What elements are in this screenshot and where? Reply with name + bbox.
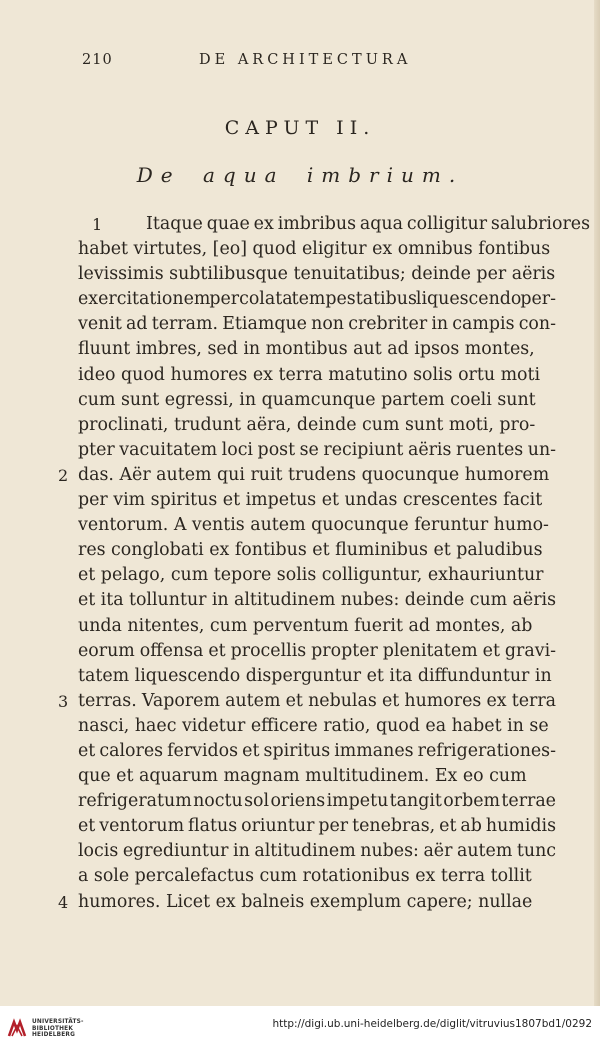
text-line bbox=[78, 363, 556, 388]
text-line-content: levissimis subtilibusque tenuitatibus; deinde per aëris bbox=[78, 264, 556, 285]
text-line bbox=[78, 488, 556, 513]
margin-number: 2 bbox=[58, 465, 69, 485]
text-line bbox=[58, 463, 556, 488]
text-line-content: terras. Vaporem autem et nebulas et humores ex terra bbox=[78, 690, 557, 711]
running-title: DE ARCHITECTURA bbox=[199, 52, 412, 68]
text-line-content: refrigeratum noctu sol oriens impetu tangit orbem terrae bbox=[78, 791, 556, 812]
text-line-content: nasci, haec videtur efficere ratio, quod ea habet in se bbox=[78, 715, 549, 736]
text-line bbox=[78, 664, 556, 689]
chapter-subtitle: De aqua imbrium. bbox=[136, 163, 464, 187]
footer-bar bbox=[0, 1006, 600, 1051]
margin-number: 4 bbox=[58, 892, 69, 912]
text-line-content: unda nitentes, cum perventum fuerit ad montes, ab bbox=[78, 615, 533, 636]
margin-number: 1 bbox=[92, 215, 103, 234]
text-line-content: habet virtutes, [eo] quod eligitur ex omnibus fontibus bbox=[78, 239, 551, 260]
library-logo[interactable] bbox=[6, 1018, 84, 1040]
text-line bbox=[78, 789, 556, 814]
text-line bbox=[78, 764, 556, 789]
text-line-content: locis egrediuntur in altitudinem nubes: aër autem tunc bbox=[78, 841, 556, 862]
library-name-line: UNIVERSITÄTS- bbox=[32, 1019, 84, 1026]
library-name-line: HEIDELBERG bbox=[32, 1032, 76, 1039]
text-line bbox=[78, 438, 556, 463]
chapter-title: CAPUT II. bbox=[224, 117, 376, 139]
text-line-content: ideo quod humores ex terra matutino solis ortu moti bbox=[78, 364, 541, 385]
text-line-content: humores. Licet ex balneis exemplum capere; nullae bbox=[78, 891, 533, 912]
text-line bbox=[78, 212, 590, 237]
text-line bbox=[78, 639, 556, 664]
page-header bbox=[0, 52, 600, 72]
text-line-content: exercitationem percolata tempestatibus liquescendo per- bbox=[78, 289, 556, 310]
text-line-content: et calores fervidos et spiritus immanes refrigerationes- bbox=[78, 740, 556, 761]
text-line bbox=[78, 588, 556, 613]
text-line-content: pter vacuitatem loci post se recipiunt aëris ruentes un- bbox=[78, 439, 556, 460]
text-line-content: fluunt imbres, sed in montibus aut ad ipsos montes, bbox=[78, 339, 535, 360]
text-line bbox=[78, 413, 556, 438]
text-line bbox=[58, 890, 556, 915]
library-name bbox=[32, 1019, 84, 1039]
text-line-content: que et aquarum magnam multitudinem. Ex eo cum bbox=[78, 766, 527, 787]
text-line bbox=[78, 388, 556, 413]
text-line bbox=[78, 538, 556, 563]
text-line bbox=[78, 262, 556, 287]
text-line bbox=[78, 864, 556, 889]
text-line bbox=[78, 839, 556, 864]
text-line-content: et ita tolluntur in altitudinem nubes: deinde cum aëris bbox=[78, 590, 556, 611]
text-line-content: das. Aër autem qui ruit trudens quocunque humorem bbox=[78, 464, 550, 485]
text-line-content: tatem liquescendo disperguntur et ita diffunduntur in bbox=[78, 665, 552, 686]
text-line-content: ventorum. A ventis autem quocunque feruntur humo- bbox=[78, 515, 549, 536]
page-number: 210 bbox=[82, 52, 113, 68]
text-line bbox=[58, 689, 557, 714]
text-line bbox=[78, 287, 556, 312]
text-line-content: et pelago, cum tepore solis colliguntur, exhauriuntur bbox=[78, 565, 544, 586]
text-line bbox=[78, 814, 556, 839]
text-line-content: et ventorum flatus oriuntur per tenebras, et ab humidis bbox=[78, 816, 556, 837]
source-url-link[interactable]: http://digi.ub.uni-heidelberg.de/diglit/vitruvius1807bd1/0292 bbox=[272, 1018, 592, 1030]
text-line bbox=[78, 337, 556, 362]
text-line bbox=[78, 714, 556, 739]
text-line bbox=[78, 513, 556, 538]
heidelberg-logo-icon bbox=[6, 1018, 28, 1040]
text-line-content: res conglobati ex fontibus et fluminibus et paludibus bbox=[78, 540, 543, 561]
body-text bbox=[58, 212, 590, 915]
text-line bbox=[78, 237, 556, 262]
text-line-content: per vim spiritus et impetus et undas crescentes facit bbox=[78, 490, 543, 511]
text-line bbox=[78, 312, 556, 337]
text-line-content: cum sunt egressi, in quamcunque partem coeli sunt bbox=[78, 389, 536, 410]
text-line bbox=[78, 739, 556, 764]
text-line-content: eorum offensa et procellis propter plenitatem et gravi- bbox=[78, 640, 556, 661]
library-name-line: BIBLIOTHEK bbox=[32, 1025, 74, 1032]
text-line-content: venit ad terram. Etiamque non crebriter in campis con- bbox=[78, 314, 556, 335]
text-line bbox=[78, 614, 556, 639]
text-line-content: proclinati, trudunt aëra, deinde cum sunt moti, pro- bbox=[78, 414, 536, 435]
text-line-content: Itaque quae ex imbribus aqua colligitur salubriores bbox=[146, 214, 590, 234]
margin-number: 3 bbox=[58, 691, 69, 711]
text-line-content: a sole percalefactus cum rotationibus ex terra tollit bbox=[78, 866, 532, 887]
text-line bbox=[78, 563, 556, 588]
